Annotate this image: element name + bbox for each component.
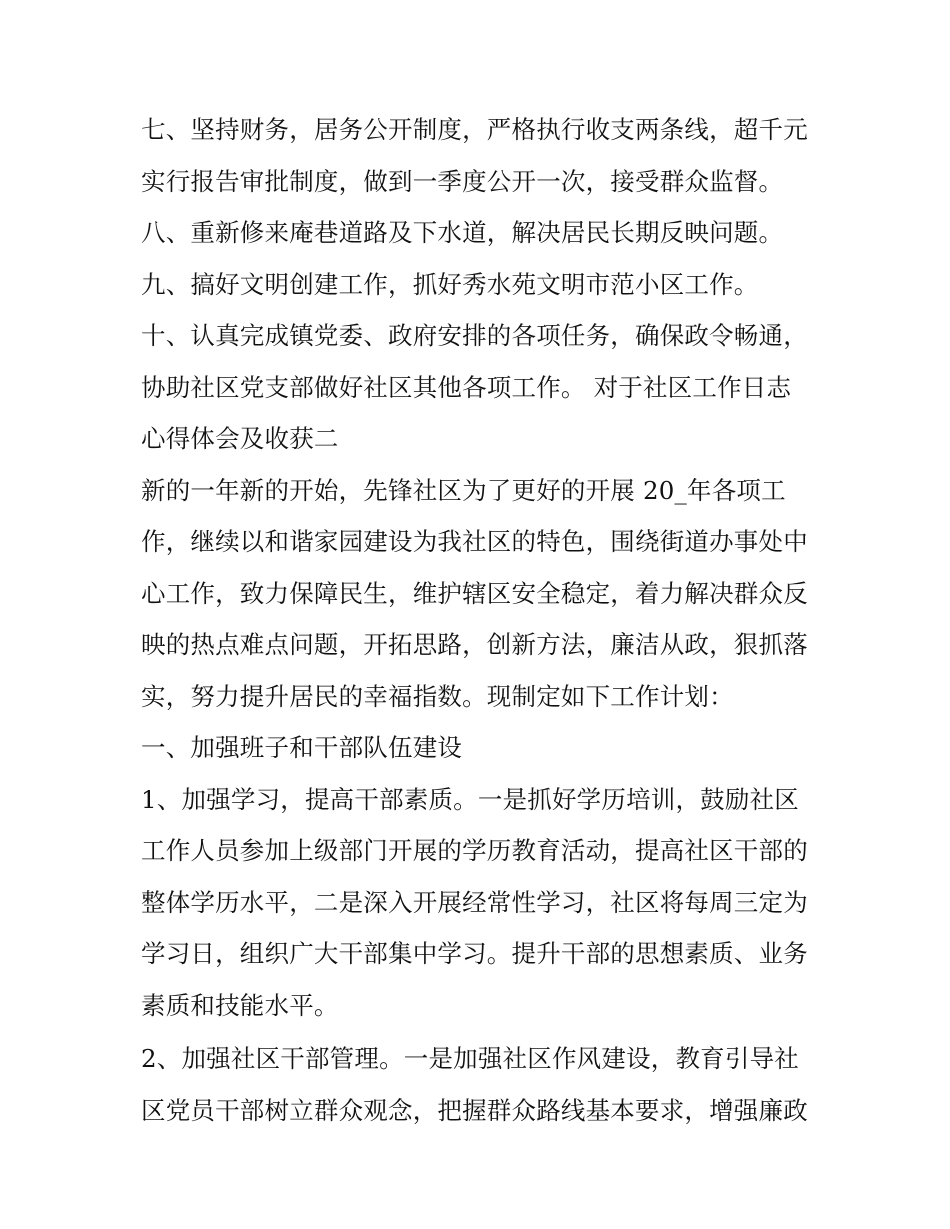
text-line: 映的热点难点问题，开拓思路，创新方法，廉洁从政，狠抓落: [141, 630, 808, 659]
text-line: 整体学历水平，二是深入开展经常性学习，社区将每周三定为: [141, 887, 808, 917]
text-line: 作，继续以和谐家园建设为我社区的特色，围绕街道办事处中: [141, 527, 808, 556]
text-line: 区党员干部树立群众观念，把握群众路线基本要求，增强廉政: [141, 1095, 808, 1125]
text-line: 协助社区党支部做好社区其他各项工作。 对于社区工作日志: [141, 372, 792, 402]
text-line: 八、重新修来庵巷道路及下水道，解决居民长期反映问题。: [141, 218, 784, 247]
text-line: 2、加强社区干部管理。一是加强社区作风建设，教育引导社: [141, 1044, 799, 1073]
text-line: 九、搞好文明创建工作，抓好秀水苑文明市范小区工作。: [141, 269, 759, 299]
text-line: 素质和技能水平。: [141, 990, 339, 1020]
text-line: 学习日，组织广大干部集中学习。提升干部的思想素质、业务: [141, 939, 808, 968]
text-line: 心工作，致力保障民生，维护辖区安全稳定，着力解决群众反: [141, 578, 808, 608]
text-line: 十、认真完成镇党委、政府安排的各项任务，确保政令畅通，: [141, 321, 808, 350]
section-heading: 一、加强班子和干部队伍建设: [141, 733, 463, 762]
text-line: 1、加强学习，提高干部素质。一是抓好学历培训，鼓励社区: [141, 784, 799, 814]
text-line: 实，努力提升居民的幸福指数。现制定如下工作计划：: [141, 681, 734, 711]
document-body: [141, 104, 831, 1136]
section-title: 心得体会及收获二: [141, 424, 339, 453]
text-line: 工作人员参加上级部门开展的学历教育活动，提高社区干部的: [141, 836, 808, 865]
text-line: 新的一年新的开始，先锋社区为了更好的开展 20_年各项工: [141, 475, 786, 505]
text-line: 七、坚持财务，居务公开制度，严格执行收支两条线，超千元: [141, 115, 808, 144]
text-line: 实行报告审批制度，做到一季度公开一次，接受群众监督。: [141, 166, 784, 196]
